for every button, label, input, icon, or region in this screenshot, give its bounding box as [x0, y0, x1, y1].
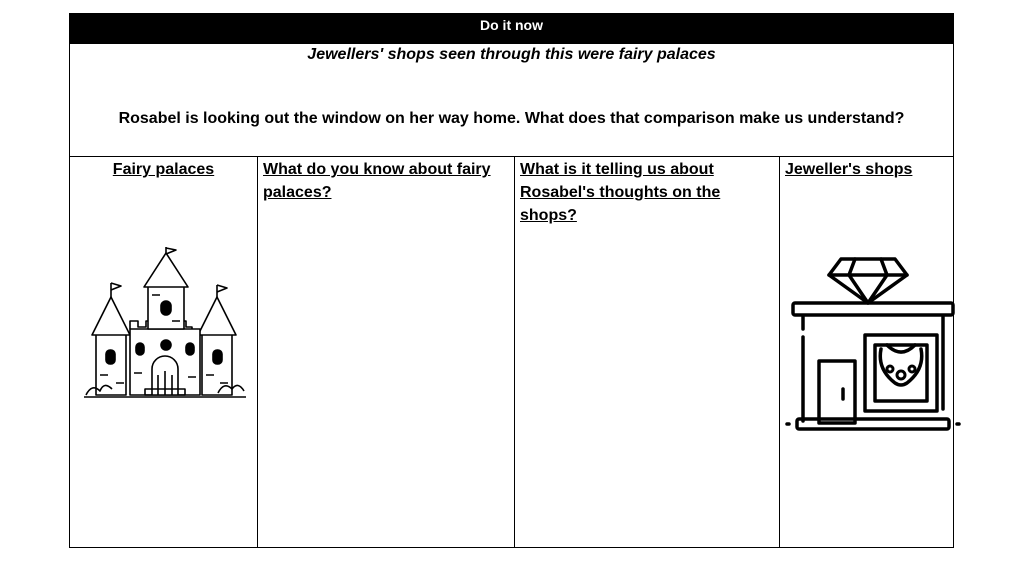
question-text: Rosabel is looking out the window on her way home. What does that comparison make us understand? — [118, 110, 905, 127]
worksheet-table — [69, 13, 954, 548]
column-heading: What do you know about fairy palaces? — [263, 161, 491, 201]
quote-text: Jewellers' shops seen through this were fairy palaces — [307, 46, 716, 63]
column-heading: What is it telling us about Rosabel's thoughts on the shops? — [520, 161, 721, 224]
column-fairy-palaces — [70, 157, 257, 548]
column-rosabel-thoughts — [514, 157, 779, 548]
prompt-section — [70, 44, 953, 157]
header-title: Do it now — [70, 14, 953, 44]
castle-icon — [82, 247, 248, 402]
column-heading: Jeweller's shops — [785, 161, 913, 178]
column-knowledge — [257, 157, 514, 548]
column-jewellers-shops — [779, 157, 954, 548]
column-heading: Fairy palaces — [112, 161, 215, 178]
jewellery-shop-icon — [785, 249, 961, 433]
